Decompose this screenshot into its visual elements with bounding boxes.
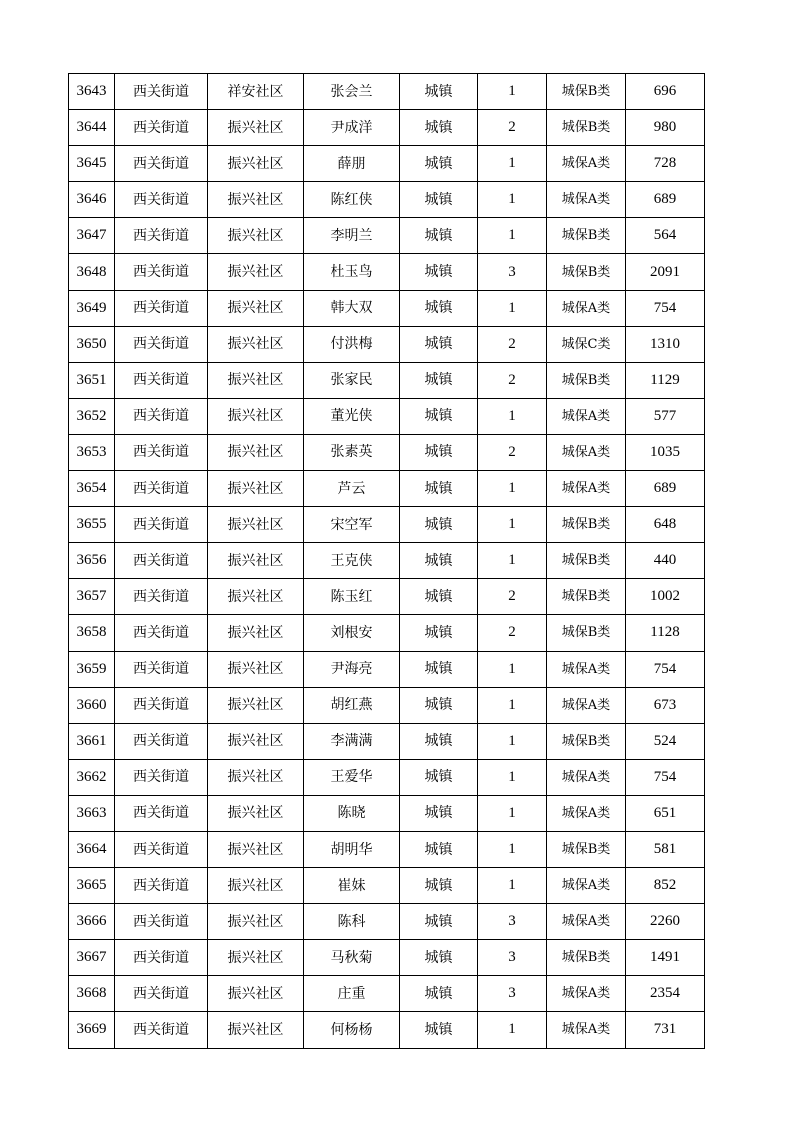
cell-id: 3652	[69, 398, 115, 434]
cell-household-count: 2	[478, 579, 547, 615]
cell-community: 振兴社区	[208, 326, 304, 362]
cell-category: 城保A类	[547, 290, 626, 326]
cell-household-count: 2	[478, 434, 547, 470]
cell-area: 城镇	[400, 831, 478, 867]
cell-community: 振兴社区	[208, 687, 304, 723]
cell-id: 3658	[69, 615, 115, 651]
cell-category: 城保B类	[547, 74, 626, 110]
cell-id: 3644	[69, 110, 115, 146]
cell-household-count: 2	[478, 326, 547, 362]
cell-category: 城保A类	[547, 146, 626, 182]
cell-amount: 1310	[626, 326, 705, 362]
cell-area: 城镇	[400, 362, 478, 398]
cell-name: 陈玉红	[304, 579, 400, 615]
cell-household-count: 3	[478, 254, 547, 290]
table-row	[69, 362, 705, 398]
cell-community: 振兴社区	[208, 1012, 304, 1048]
cell-category: 城保A类	[547, 434, 626, 470]
cell-name: 马秋菊	[304, 940, 400, 976]
cell-area: 城镇	[400, 976, 478, 1012]
table-row	[69, 146, 705, 182]
cell-amount: 1035	[626, 434, 705, 470]
cell-id: 3657	[69, 579, 115, 615]
cell-household-count: 1	[478, 651, 547, 687]
cell-community: 振兴社区	[208, 904, 304, 940]
cell-street: 西关街道	[115, 74, 208, 110]
table-row	[69, 759, 705, 795]
cell-area: 城镇	[400, 434, 478, 470]
cell-street: 西关街道	[115, 507, 208, 543]
cell-name: 宋空军	[304, 507, 400, 543]
cell-area: 城镇	[400, 471, 478, 507]
cell-household-count: 2	[478, 110, 547, 146]
cell-name: 陈晓	[304, 795, 400, 831]
cell-id: 3650	[69, 326, 115, 362]
table-row	[69, 687, 705, 723]
cell-household-count: 1	[478, 290, 547, 326]
cell-area: 城镇	[400, 146, 478, 182]
cell-household-count: 1	[478, 795, 547, 831]
cell-amount: 577	[626, 398, 705, 434]
cell-category: 城保A类	[547, 868, 626, 904]
table-row	[69, 651, 705, 687]
cell-amount: 673	[626, 687, 705, 723]
cell-street: 西关街道	[115, 687, 208, 723]
cell-name: 杜玉鸟	[304, 254, 400, 290]
cell-street: 西关街道	[115, 362, 208, 398]
cell-amount: 731	[626, 1012, 705, 1048]
cell-household-count: 1	[478, 723, 547, 759]
cell-category: 城保A类	[547, 471, 626, 507]
cell-category: 城保B类	[547, 831, 626, 867]
cell-street: 西关街道	[115, 651, 208, 687]
cell-category: 城保B类	[547, 543, 626, 579]
table-row	[69, 398, 705, 434]
cell-id: 3664	[69, 831, 115, 867]
cell-household-count: 1	[478, 218, 547, 254]
cell-id: 3661	[69, 723, 115, 759]
cell-amount: 524	[626, 723, 705, 759]
cell-household-count: 1	[478, 1012, 547, 1048]
cell-household-count: 1	[478, 687, 547, 723]
cell-street: 西关街道	[115, 182, 208, 218]
cell-area: 城镇	[400, 74, 478, 110]
cell-household-count: 1	[478, 74, 547, 110]
table-row	[69, 904, 705, 940]
cell-name: 董光侠	[304, 398, 400, 434]
cell-community: 振兴社区	[208, 795, 304, 831]
cell-name: 尹海亮	[304, 651, 400, 687]
cell-street: 西关街道	[115, 940, 208, 976]
cell-amount: 689	[626, 471, 705, 507]
cell-community: 振兴社区	[208, 976, 304, 1012]
cell-area: 城镇	[400, 110, 478, 146]
cell-name: 尹成洋	[304, 110, 400, 146]
cell-id: 3653	[69, 434, 115, 470]
cell-category: 城保A类	[547, 1012, 626, 1048]
cell-name: 王爱华	[304, 759, 400, 795]
cell-area: 城镇	[400, 615, 478, 651]
cell-amount: 728	[626, 146, 705, 182]
cell-category: 城保B类	[547, 362, 626, 398]
cell-area: 城镇	[400, 398, 478, 434]
table-row	[69, 795, 705, 831]
cell-category: 城保B类	[547, 615, 626, 651]
cell-category: 城保A类	[547, 904, 626, 940]
cell-household-count: 1	[478, 759, 547, 795]
table-row	[69, 543, 705, 579]
cell-amount: 1002	[626, 579, 705, 615]
cell-community: 振兴社区	[208, 868, 304, 904]
cell-community: 振兴社区	[208, 254, 304, 290]
cell-street: 西关街道	[115, 110, 208, 146]
cell-name: 何杨杨	[304, 1012, 400, 1048]
table-row	[69, 326, 705, 362]
cell-street: 西关街道	[115, 146, 208, 182]
cell-household-count: 1	[478, 398, 547, 434]
cell-id: 3663	[69, 795, 115, 831]
cell-name: 芦云	[304, 471, 400, 507]
cell-id: 3654	[69, 471, 115, 507]
cell-name: 陈科	[304, 904, 400, 940]
cell-name: 李明兰	[304, 218, 400, 254]
cell-community: 振兴社区	[208, 940, 304, 976]
cell-area: 城镇	[400, 543, 478, 579]
cell-category: 城保B类	[547, 218, 626, 254]
cell-category: 城保A类	[547, 795, 626, 831]
cell-area: 城镇	[400, 254, 478, 290]
cell-household-count: 3	[478, 940, 547, 976]
cell-community: 振兴社区	[208, 651, 304, 687]
table-row	[69, 1012, 705, 1048]
cell-community: 振兴社区	[208, 507, 304, 543]
cell-amount: 440	[626, 543, 705, 579]
cell-id: 3656	[69, 543, 115, 579]
cell-category: 城保B类	[547, 723, 626, 759]
cell-household-count: 1	[478, 543, 547, 579]
cell-amount: 754	[626, 759, 705, 795]
cell-id: 3662	[69, 759, 115, 795]
table-body	[69, 74, 705, 1049]
cell-area: 城镇	[400, 687, 478, 723]
cell-community: 振兴社区	[208, 759, 304, 795]
cell-area: 城镇	[400, 218, 478, 254]
cell-id: 3649	[69, 290, 115, 326]
cell-area: 城镇	[400, 759, 478, 795]
cell-name: 韩大双	[304, 290, 400, 326]
cell-community: 振兴社区	[208, 723, 304, 759]
cell-community: 振兴社区	[208, 218, 304, 254]
table-row	[69, 507, 705, 543]
cell-area: 城镇	[400, 723, 478, 759]
cell-community: 振兴社区	[208, 615, 304, 651]
cell-household-count: 1	[478, 146, 547, 182]
cell-household-count: 1	[478, 182, 547, 218]
cell-area: 城镇	[400, 651, 478, 687]
cell-name: 胡红燕	[304, 687, 400, 723]
table-row	[69, 218, 705, 254]
cell-name: 崔妹	[304, 868, 400, 904]
cell-id: 3655	[69, 507, 115, 543]
cell-street: 西关街道	[115, 904, 208, 940]
cell-area: 城镇	[400, 868, 478, 904]
cell-street: 西关街道	[115, 1012, 208, 1048]
cell-community: 振兴社区	[208, 434, 304, 470]
cell-id: 3665	[69, 868, 115, 904]
cell-id: 3668	[69, 976, 115, 1012]
cell-amount: 2260	[626, 904, 705, 940]
cell-amount: 2091	[626, 254, 705, 290]
cell-name: 薛朋	[304, 146, 400, 182]
cell-street: 西关街道	[115, 290, 208, 326]
table-row	[69, 579, 705, 615]
table-row	[69, 831, 705, 867]
cell-area: 城镇	[400, 182, 478, 218]
cell-street: 西关街道	[115, 868, 208, 904]
cell-community: 振兴社区	[208, 471, 304, 507]
cell-id: 3666	[69, 904, 115, 940]
cell-street: 西关街道	[115, 434, 208, 470]
cell-household-count: 2	[478, 362, 547, 398]
cell-id: 3660	[69, 687, 115, 723]
cell-area: 城镇	[400, 579, 478, 615]
cell-household-count: 1	[478, 471, 547, 507]
cell-category: 城保C类	[547, 326, 626, 362]
cell-community: 振兴社区	[208, 398, 304, 434]
cell-street: 西关街道	[115, 471, 208, 507]
table-row	[69, 723, 705, 759]
cell-amount: 696	[626, 74, 705, 110]
cell-amount: 754	[626, 290, 705, 326]
cell-amount: 564	[626, 218, 705, 254]
cell-category: 城保A类	[547, 687, 626, 723]
cell-name: 张家民	[304, 362, 400, 398]
cell-name: 陈红侠	[304, 182, 400, 218]
cell-street: 西关街道	[115, 579, 208, 615]
relief-roster-sheet	[68, 73, 704, 1049]
cell-community: 振兴社区	[208, 831, 304, 867]
table-row	[69, 976, 705, 1012]
cell-amount: 2354	[626, 976, 705, 1012]
cell-area: 城镇	[400, 904, 478, 940]
cell-category: 城保A类	[547, 976, 626, 1012]
cell-street: 西关街道	[115, 759, 208, 795]
relief-roster-table	[68, 73, 705, 1049]
cell-name: 胡明华	[304, 831, 400, 867]
table-row	[69, 254, 705, 290]
table-row	[69, 868, 705, 904]
cell-community: 振兴社区	[208, 110, 304, 146]
cell-community: 振兴社区	[208, 146, 304, 182]
cell-street: 西关街道	[115, 398, 208, 434]
cell-street: 西关街道	[115, 218, 208, 254]
table-row	[69, 290, 705, 326]
cell-community: 振兴社区	[208, 543, 304, 579]
cell-area: 城镇	[400, 326, 478, 362]
cell-street: 西关街道	[115, 326, 208, 362]
cell-amount: 980	[626, 110, 705, 146]
cell-street: 西关街道	[115, 795, 208, 831]
cell-id: 3651	[69, 362, 115, 398]
cell-id: 3667	[69, 940, 115, 976]
cell-id: 3646	[69, 182, 115, 218]
cell-id: 3647	[69, 218, 115, 254]
cell-id: 3645	[69, 146, 115, 182]
cell-street: 西关街道	[115, 615, 208, 651]
cell-amount: 1129	[626, 362, 705, 398]
cell-category: 城保B类	[547, 940, 626, 976]
cell-id: 3659	[69, 651, 115, 687]
cell-household-count: 1	[478, 868, 547, 904]
cell-amount: 852	[626, 868, 705, 904]
cell-category: 城保A类	[547, 182, 626, 218]
cell-name: 王克侠	[304, 543, 400, 579]
table-row	[69, 471, 705, 507]
cell-household-count: 2	[478, 615, 547, 651]
cell-id: 3669	[69, 1012, 115, 1048]
cell-area: 城镇	[400, 940, 478, 976]
cell-category: 城保A类	[547, 398, 626, 434]
cell-amount: 689	[626, 182, 705, 218]
table-row	[69, 940, 705, 976]
table-row	[69, 110, 705, 146]
cell-name: 张素英	[304, 434, 400, 470]
cell-category: 城保B类	[547, 507, 626, 543]
cell-household-count: 1	[478, 507, 547, 543]
cell-household-count: 3	[478, 904, 547, 940]
cell-name: 刘根安	[304, 615, 400, 651]
cell-street: 西关街道	[115, 831, 208, 867]
cell-amount: 581	[626, 831, 705, 867]
cell-name: 付洪梅	[304, 326, 400, 362]
cell-street: 西关街道	[115, 723, 208, 759]
cell-amount: 648	[626, 507, 705, 543]
cell-category: 城保B类	[547, 579, 626, 615]
cell-community: 振兴社区	[208, 362, 304, 398]
cell-name: 张会兰	[304, 74, 400, 110]
cell-street: 西关街道	[115, 254, 208, 290]
cell-amount: 651	[626, 795, 705, 831]
cell-area: 城镇	[400, 507, 478, 543]
cell-street: 西关街道	[115, 976, 208, 1012]
cell-amount: 1491	[626, 940, 705, 976]
table-row	[69, 74, 705, 110]
cell-area: 城镇	[400, 795, 478, 831]
cell-id: 3648	[69, 254, 115, 290]
cell-community: 振兴社区	[208, 182, 304, 218]
cell-category: 城保B类	[547, 254, 626, 290]
cell-category: 城保A类	[547, 759, 626, 795]
table-row	[69, 615, 705, 651]
cell-amount: 754	[626, 651, 705, 687]
cell-community: 振兴社区	[208, 290, 304, 326]
cell-name: 庄重	[304, 976, 400, 1012]
cell-household-count: 3	[478, 976, 547, 1012]
cell-category: 城保A类	[547, 651, 626, 687]
cell-amount: 1128	[626, 615, 705, 651]
table-row	[69, 182, 705, 218]
cell-community: 祥安社区	[208, 74, 304, 110]
cell-area: 城镇	[400, 290, 478, 326]
cell-household-count: 1	[478, 831, 547, 867]
cell-community: 振兴社区	[208, 579, 304, 615]
cell-name: 李满满	[304, 723, 400, 759]
table-row	[69, 434, 705, 470]
cell-id: 3643	[69, 74, 115, 110]
cell-street: 西关街道	[115, 543, 208, 579]
cell-area: 城镇	[400, 1012, 478, 1048]
cell-category: 城保B类	[547, 110, 626, 146]
